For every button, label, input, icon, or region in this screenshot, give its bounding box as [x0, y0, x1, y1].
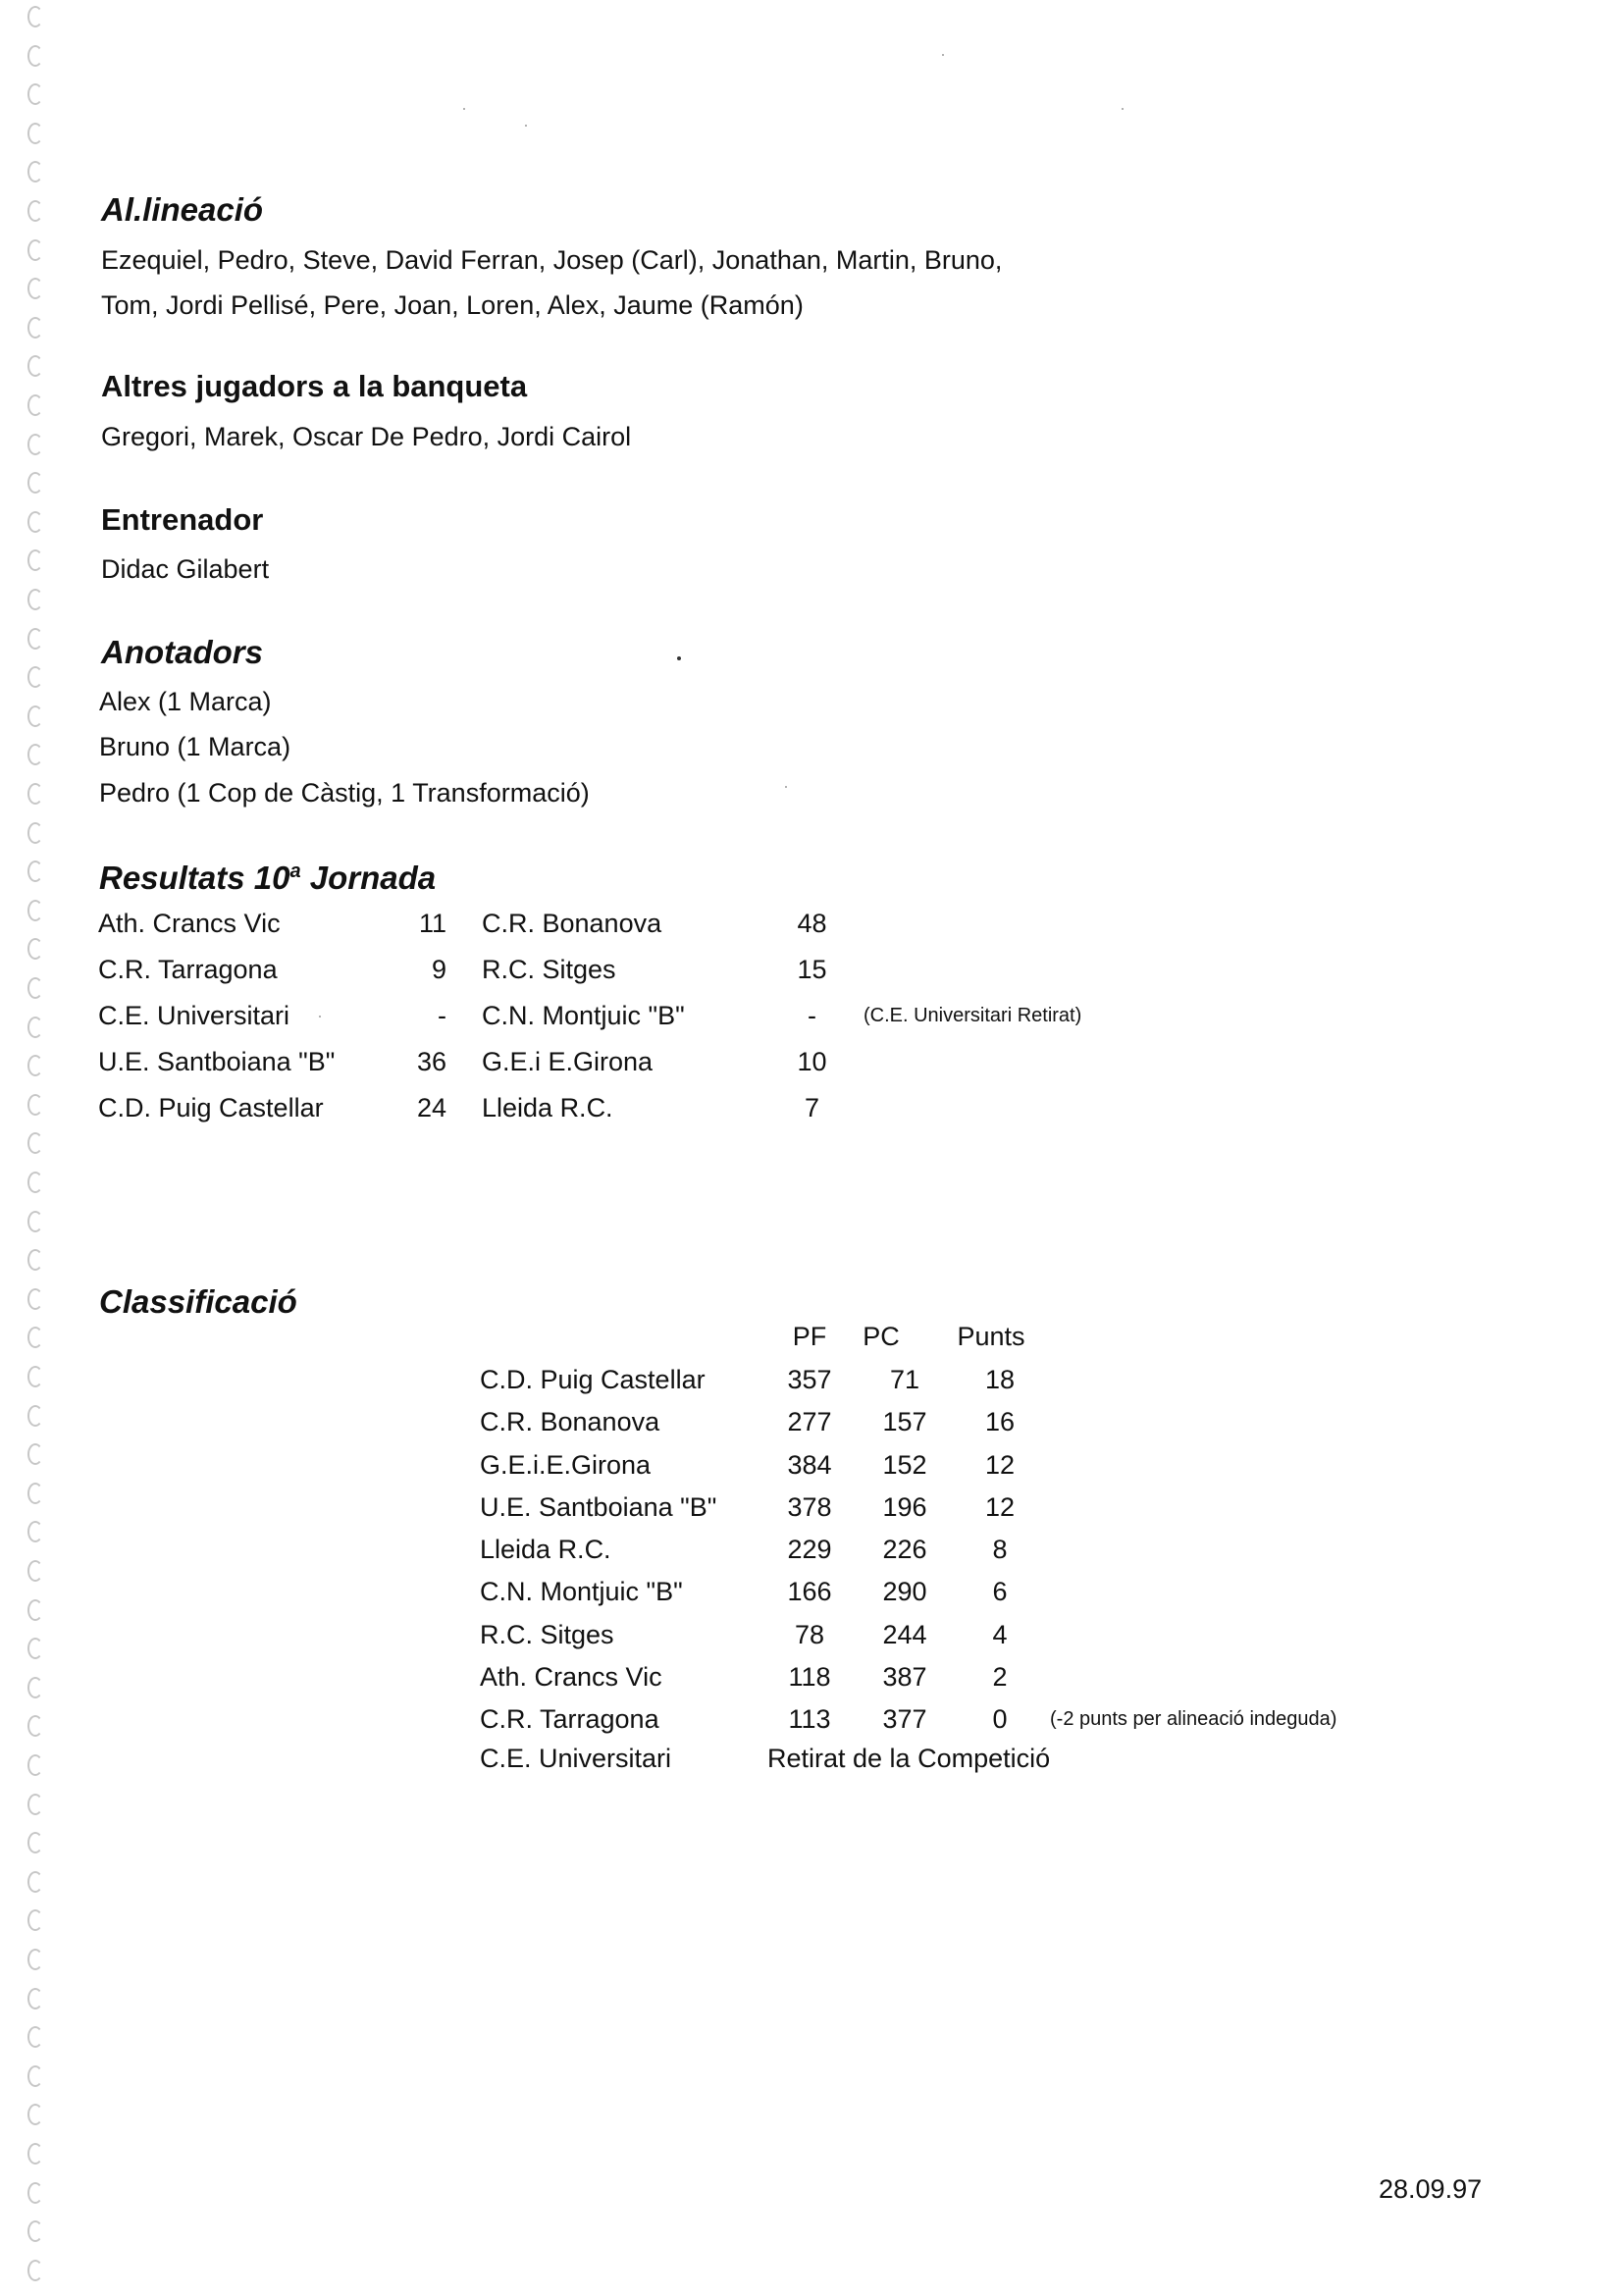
binder-hole — [27, 1055, 43, 1076]
standings-points: 0 — [992, 1704, 1008, 1734]
binder-hole — [27, 2143, 43, 2165]
binder-hole — [27, 1754, 43, 1776]
results-heading: Resultats 10$^a$ Jornada — [99, 860, 437, 896]
binder-hole — [27, 1249, 43, 1271]
binder-hole — [27, 549, 43, 571]
binder-hole — [27, 1094, 43, 1116]
result-away-score: 10 — [797, 1047, 827, 1076]
result-home-score: 36 — [416, 1047, 446, 1076]
binder-hole — [27, 1366, 43, 1387]
binder-hole — [27, 628, 43, 650]
binder-hole — [27, 1443, 43, 1465]
standings-points: 2 — [992, 1662, 1008, 1692]
col-header-pc: PC — [863, 1322, 900, 1351]
binder-hole — [27, 1211, 43, 1232]
result-home-score: 24 — [416, 1093, 446, 1122]
standings-pc: 196 — [882, 1492, 927, 1522]
standings-pf: 113 — [788, 1704, 831, 1734]
standings-pf: 78 — [794, 1620, 825, 1649]
standings-pf: 357 — [787, 1365, 832, 1394]
binder-hole — [27, 1832, 43, 1853]
lineup-line-2: Tom, Jordi Pellisé, Pere, Joan, Loren, Alex, Jaume (Ramón) — [101, 290, 804, 320]
scorer-3: Pedro (1 Cop de Càstig, 1 Transformació) — [99, 778, 590, 808]
binder-hole — [27, 472, 43, 494]
withdrawn-team: C.E. Universitari — [480, 1744, 672, 1773]
result-home-team: C.E. Universitari — [98, 1001, 290, 1030]
standings-pc: 290 — [882, 1577, 927, 1606]
stray-mark — [677, 656, 681, 660]
result-home-team: U.E. Santboiana "B" — [98, 1047, 336, 1076]
binder-hole — [27, 822, 43, 844]
result-away-score: 7 — [804, 1093, 820, 1122]
binder-hole — [27, 511, 43, 533]
standings-team: Ath. Crancs Vic — [480, 1662, 662, 1692]
standings-points: 12 — [984, 1450, 1016, 1480]
standings-pc: 157 — [882, 1407, 927, 1436]
standings-pc: 71 — [889, 1365, 920, 1394]
standings-team: Lleida R.C. — [480, 1535, 611, 1564]
result-home-score: 11 — [418, 909, 446, 938]
result-away-team: G.E.i E.Girona — [482, 1047, 654, 1076]
binder-hole — [27, 1677, 43, 1698]
standings-pc: 244 — [882, 1620, 927, 1649]
stray-mark — [785, 786, 787, 788]
standings-team: C.N. Montjuic "B" — [480, 1577, 683, 1606]
binder-hole — [27, 589, 43, 610]
binder-hole — [27, 1794, 43, 1815]
coach-text: Didac Gilabert — [101, 554, 270, 584]
binder-hole — [27, 1638, 43, 1659]
stray-mark — [1122, 108, 1124, 110]
result-home-score: 9 — [431, 955, 446, 984]
standings-team: C.R. Tarragona — [480, 1704, 659, 1734]
binder-holes — [22, 6, 51, 2292]
stray-mark — [319, 1016, 321, 1018]
binder-hole — [27, 1327, 43, 1348]
binder-hole — [27, 123, 43, 144]
binder-hole — [27, 1017, 43, 1038]
col-header-points: Punts — [957, 1322, 1025, 1351]
binder-hole — [27, 161, 43, 183]
standings-pf: 166 — [787, 1577, 832, 1606]
scorers-heading: Anotadors — [101, 634, 263, 670]
standings-pc: 226 — [882, 1535, 927, 1564]
bench-text: Gregori, Marek, Oscar De Pedro, Jordi Cairol — [101, 422, 632, 451]
stray-mark — [942, 54, 944, 56]
result-note: (C.E. Universitari Retirat) — [864, 1005, 1082, 1026]
binder-hole — [27, 1405, 43, 1427]
binder-hole — [27, 1172, 43, 1193]
result-away-score: 48 — [797, 909, 827, 938]
binder-hole — [27, 1715, 43, 1737]
result-home-score: - — [438, 1001, 446, 1030]
result-away-team: C.R. Bonanova — [482, 909, 662, 938]
result-home-team: C.D. Puig Castellar — [98, 1093, 324, 1122]
standings-team: U.E. Santboiana "B" — [480, 1492, 717, 1522]
binder-hole — [27, 1288, 43, 1310]
binder-hole — [27, 317, 43, 339]
standings-team: R.C. Sitges — [480, 1620, 614, 1649]
result-away-team: R.C. Sitges — [482, 955, 616, 984]
result-away-score: 15 — [797, 955, 827, 984]
bench-heading: Altres jugadors a la banqueta — [101, 369, 528, 403]
result-home-team: C.R. Tarragona — [98, 955, 278, 984]
binder-hole — [27, 2104, 43, 2125]
standings-points: 4 — [992, 1620, 1008, 1649]
binder-hole — [27, 239, 43, 261]
standings-pf: 229 — [787, 1535, 832, 1564]
result-away-team: Lleida R.C. — [482, 1093, 613, 1122]
lineup-line-1: Ezequiel, Pedro, Steve, David Ferran, Josep (Carl), Jonathan, Martin, Bruno, — [101, 245, 1003, 275]
standings-points: 6 — [992, 1577, 1008, 1606]
binder-hole — [27, 744, 43, 765]
coach-heading: Entrenador — [101, 502, 264, 537]
standings-points: 18 — [984, 1365, 1016, 1394]
binder-hole — [27, 938, 43, 960]
standings-team: C.R. Bonanova — [480, 1407, 660, 1436]
binder-hole — [27, 355, 43, 377]
binder-hole — [27, 1871, 43, 1893]
col-header-pf: PF — [792, 1322, 827, 1351]
binder-hole — [27, 200, 43, 222]
binder-hole — [27, 1909, 43, 1931]
stray-mark — [525, 125, 527, 127]
binder-hole — [27, 900, 43, 921]
standings-pc: 387 — [882, 1662, 927, 1692]
stray-mark — [463, 108, 465, 110]
standings-pf: 378 — [787, 1492, 832, 1522]
binder-hole — [27, 1132, 43, 1154]
binder-hole — [27, 278, 43, 299]
binder-hole — [27, 2182, 43, 2204]
scorer-2: Bruno (1 Marca) — [99, 732, 291, 761]
binder-hole — [27, 2220, 43, 2242]
scorer-1: Alex (1 Marca) — [99, 687, 272, 716]
binder-hole — [27, 1599, 43, 1621]
binder-hole — [27, 6, 43, 27]
binder-hole — [27, 1521, 43, 1542]
binder-hole — [27, 705, 43, 727]
standings-team: G.E.i.E.Girona — [480, 1450, 652, 1480]
binder-hole — [27, 783, 43, 805]
binder-hole — [27, 83, 43, 105]
standings-heading: Classificació — [99, 1283, 297, 1320]
binder-hole — [27, 666, 43, 688]
binder-hole — [27, 1949, 43, 1970]
withdrawn-text: Retirat de la Competició — [767, 1744, 1051, 1773]
lineup-heading: Al.lineació — [101, 191, 264, 228]
standings-points: 16 — [984, 1407, 1016, 1436]
binder-hole — [27, 2026, 43, 2048]
standings-note: (-2 punts per alineació indeguda) — [1050, 1708, 1337, 1730]
binder-hole — [27, 1988, 43, 2009]
binder-hole — [27, 1483, 43, 1504]
standings-team: C.D. Puig Castellar — [480, 1365, 706, 1394]
binder-hole — [27, 394, 43, 416]
standings-points: 8 — [992, 1535, 1008, 1564]
binder-hole — [27, 434, 43, 455]
standings-pc: 152 — [882, 1450, 927, 1480]
result-away-score: - — [808, 1001, 816, 1030]
binder-hole — [27, 861, 43, 882]
standings-pc: 377 — [882, 1704, 927, 1734]
standings-pf: 277 — [787, 1407, 832, 1436]
result-home-team: Ath. Crancs Vic — [98, 909, 281, 938]
binder-hole — [27, 2260, 43, 2281]
document-date: 28.09.97 — [1379, 2174, 1483, 2204]
standings-points: 12 — [984, 1492, 1016, 1522]
binder-hole — [27, 2065, 43, 2087]
standings-pf: 118 — [788, 1662, 831, 1692]
binder-hole — [27, 1560, 43, 1582]
binder-hole — [27, 977, 43, 999]
result-away-team: C.N. Montjuic "B" — [482, 1001, 685, 1030]
standings-pf: 384 — [787, 1450, 832, 1480]
binder-hole — [27, 45, 43, 67]
